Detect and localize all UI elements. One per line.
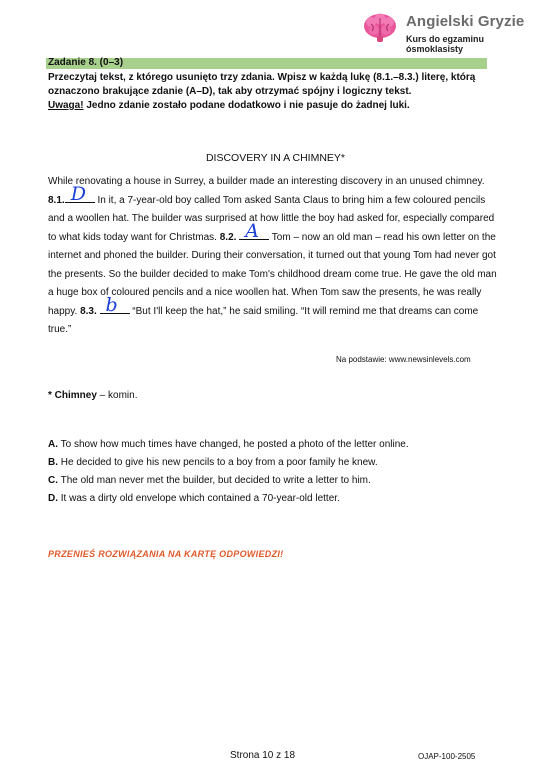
story-text [48,173,498,340]
gap-3-answer: b [105,293,118,316]
instruction-text: Przeczytaj tekst, z którego usunięto trzy zdania. Wpisz w każdą lukę (8.1.–8.3.) literę, którą oznaczono brakujące zdanie (A–D), tak aby otrzymać spójny i logiczny tekst. [48,72,476,97]
story-part-4: “But I'll keep the hat,” he said smiling. “It will remind me that dreams can come true.” [48,305,479,335]
story-part-1: While renovating a house in Surrey, a builder made an interesting discovery in an unused chimney. [48,176,485,187]
brand-logo [362,12,542,54]
gap-1[interactable] [65,182,95,205]
option-b [48,454,409,472]
option-letter: C. [48,475,58,486]
footnote-definition: – komin. [96,390,138,401]
task-instructions [48,71,488,113]
answer-options [48,436,409,508]
gap-3[interactable] [100,293,130,316]
transfer-answers-note: PRZENIEŚ ROZWIĄZANIA NA KARTĘ ODPOWIEDZI! [48,549,284,559]
gap-3-label: 8.3. [80,305,97,317]
story-part-3: Tom – now an old man – read his own letter on the internet and phoned the builder. During their conversation, it turned out that young Tom had never got the presents. So the builder decided to make Tom's childhood dream come true. He gave the old man a huge box of coloured pencils and a nice woollen hat. When Tom saw the presents, he was really happy. [48,231,497,317]
option-a [48,436,409,454]
option-letter: D. [48,493,58,504]
option-letter: B. [48,457,58,468]
gap-1-answer: D [70,182,86,205]
gap-2-answer: A [245,219,259,242]
footnote [48,390,137,401]
warning-label: Uwaga! [48,100,84,111]
brand-name: Angielski Gryzie [406,13,525,30]
option-text: The old man never met the builder, but decided to write a letter to him. [60,475,371,486]
page-number: Strona 10 z 18 [230,750,296,761]
warning-text: Jedno zdanie zostało podane dodatkowo i nie pasuje do żadnej luki. [83,100,410,111]
gap-2-label: 8.2. [219,231,237,243]
option-text: He decided to give his new pencils to a boy from a poor family he knew. [60,457,378,468]
option-c [48,472,409,490]
story-part-2: In it, a 7-year-old boy called Tom asked Santa Claus to bring him a few coloured pencils and a woollen hat. The builder was surprised at how little the boy had asked for, especially compared to what kids today want for Christmas. [48,194,495,243]
option-letter: A. [48,439,58,450]
brain-icon [362,12,398,44]
source-note: Na podstawie: www.newsinlevels.com [336,355,471,364]
footnote-term: * Chimney [48,390,97,401]
gap-1-label: 8.1. [48,194,65,206]
brand-tagline: Kurs do egzaminu ósmoklasisty [406,34,485,54]
option-d [48,490,409,508]
story-title: DISCOVERY IN A CHIMNEY* [205,152,346,164]
gap-2[interactable] [239,219,269,242]
exam-code: OJAP-100-2505 [418,752,476,761]
task-title: Zadanie 8. (0–3) [48,57,124,68]
option-text: It was a dirty old envelope which contained a 70-year-old letter. [60,493,340,504]
option-text: To show how much times have changed, he posted a photo of the letter online. [60,439,409,450]
